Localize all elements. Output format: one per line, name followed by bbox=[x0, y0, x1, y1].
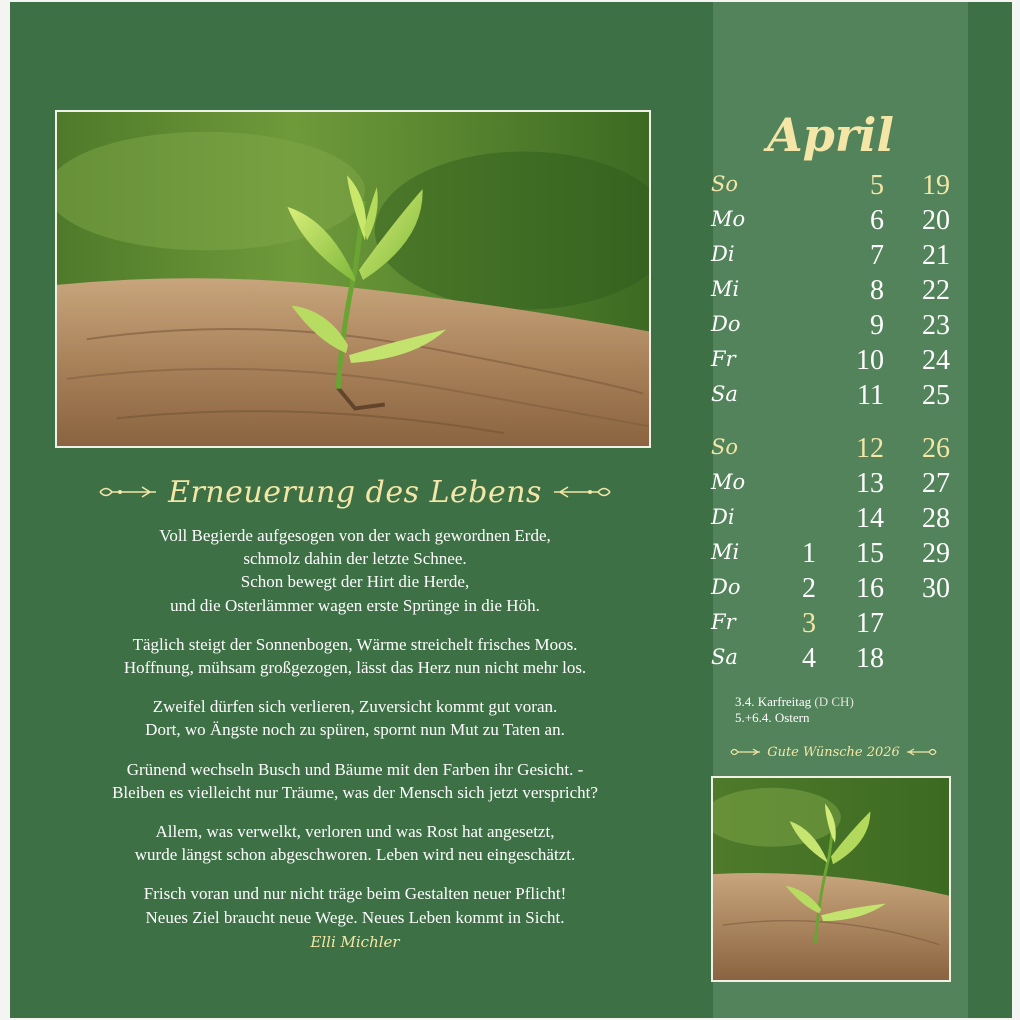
poem-title: Erneuerung des Lebens bbox=[168, 474, 542, 510]
weekday-label: Mo bbox=[711, 470, 746, 494]
weekday-label: Mi bbox=[711, 540, 740, 564]
holiday-date: 5.+6.4. bbox=[735, 710, 772, 725]
poem-author: Elli Michler bbox=[310, 932, 400, 951]
poem-line: Dort, wo Ängste noch zu spüren, spornt nun Mut zu Taten an. bbox=[145, 720, 565, 740]
date-number: 22 bbox=[922, 275, 950, 306]
calendar-week-row bbox=[711, 538, 956, 573]
poem-line: Allem, was verwelkt, verloren und was Rost hat angesetzt, bbox=[155, 822, 555, 842]
seedling-photo bbox=[55, 110, 651, 448]
weekday-label: So bbox=[711, 435, 739, 459]
poem-line: Neues Ziel braucht neue Wege. Neues Leben kommt in Sicht. bbox=[145, 907, 565, 927]
weekday-label: Mo bbox=[711, 207, 746, 231]
date-number: 25 bbox=[922, 380, 950, 411]
calendar-week-row bbox=[711, 433, 956, 468]
calendar-week-row bbox=[711, 380, 956, 415]
weekday-label: Sa bbox=[711, 645, 738, 669]
date-number: 21 bbox=[922, 240, 950, 271]
date-number: 14 bbox=[856, 503, 884, 534]
poem-line: Frisch voran und nur nicht träge beim Gestalten neuer Pflicht! bbox=[143, 884, 567, 904]
date-number: 10 bbox=[856, 345, 884, 376]
poem-stanza bbox=[40, 820, 670, 866]
date-number: 15 bbox=[856, 538, 884, 569]
date-number: 9 bbox=[870, 310, 884, 341]
flourish-left-icon bbox=[98, 483, 158, 501]
poem-line: Bleiben es vielleicht nur Träume, was der Mensch sich jetzt verspricht? bbox=[112, 782, 598, 802]
date-number: 27 bbox=[922, 468, 950, 499]
poem-line: Zweifel dürfen sich verlieren, Zuversicht kommt gut voran. bbox=[152, 697, 558, 717]
weekday-label: Di bbox=[711, 242, 735, 266]
date-number: 13 bbox=[856, 468, 884, 499]
seedling-thumbnail-photo bbox=[711, 776, 951, 982]
holiday-region: (D CH) bbox=[814, 694, 854, 709]
poem-stanza bbox=[40, 695, 670, 741]
weekday-label: Fr bbox=[711, 610, 736, 634]
poem-line: Voll Begierde aufgesogen von der wach gewordnen Erde, bbox=[159, 526, 551, 545]
flourish-left-icon bbox=[729, 746, 761, 758]
weekday-label: Mi bbox=[711, 277, 740, 301]
date-number: 20 bbox=[922, 205, 950, 236]
seedling-on-tree-stump-photo bbox=[713, 778, 949, 980]
date-number: 30 bbox=[922, 573, 950, 604]
date-number: 26 bbox=[922, 433, 950, 464]
date-number: 7 bbox=[870, 240, 884, 271]
date-number: 28 bbox=[922, 503, 950, 534]
date-number: 6 bbox=[870, 205, 884, 236]
date-number: 19 bbox=[922, 170, 950, 201]
poem-line: und die Osterlämmer wagen erste Sprünge in die Höh. bbox=[170, 595, 540, 615]
calendar-week-row bbox=[711, 275, 956, 310]
calendar-week-row bbox=[711, 310, 956, 345]
poem-title-row bbox=[60, 470, 650, 514]
wishes-text: Gute Wünsche 2026 bbox=[767, 744, 900, 760]
calendar-week-row bbox=[711, 205, 956, 240]
weekday-label: Fr bbox=[711, 347, 736, 371]
date-number: 4 bbox=[802, 643, 816, 674]
date-number: 23 bbox=[922, 310, 950, 341]
date-number: 5 bbox=[870, 170, 884, 201]
holiday-item bbox=[735, 710, 955, 726]
calendar-week-row bbox=[711, 608, 956, 643]
calendar-week-row bbox=[711, 240, 956, 275]
date-number: 18 bbox=[856, 643, 884, 674]
flourish-right-icon bbox=[906, 746, 938, 758]
poem-line: Täglich steigt der Sonnenbogen, Wärme streichelt frisches Moos. bbox=[132, 634, 578, 654]
poem-stanza bbox=[40, 524, 670, 617]
poem-line: Hoffnung, mühsam großgezogen, lässt das Herz nun nicht mehr los. bbox=[123, 658, 587, 678]
flourish-right-icon bbox=[552, 483, 612, 501]
date-number: 1 bbox=[802, 538, 816, 569]
poem-stanza bbox=[40, 882, 670, 928]
date-number: 16 bbox=[856, 573, 884, 604]
poem-stanza bbox=[40, 633, 670, 679]
date-number: 8 bbox=[870, 275, 884, 306]
date-number: 17 bbox=[856, 608, 884, 639]
poem-line: wurde längst schon abgeschworen. Leben wird neu eingeschätzt. bbox=[134, 845, 576, 865]
calendar-week-row bbox=[711, 573, 956, 608]
holiday-date: 3.4. bbox=[735, 694, 755, 709]
calendar-grid bbox=[711, 170, 956, 678]
poem-stanza bbox=[40, 758, 670, 804]
holiday-item bbox=[735, 694, 955, 710]
poem-line: Schon bewegt der Hirt die Herde, bbox=[240, 572, 470, 592]
holiday-name: Karfreitag bbox=[757, 694, 812, 709]
month-title: April bbox=[766, 108, 895, 162]
weekday-label: So bbox=[711, 172, 739, 196]
calendar-week-row bbox=[711, 345, 956, 380]
holiday-list bbox=[735, 694, 955, 726]
date-number: 24 bbox=[922, 345, 950, 376]
date-number: 11 bbox=[857, 380, 884, 411]
poem bbox=[40, 524, 670, 954]
weekday-label: Do bbox=[711, 575, 741, 599]
wishes-row bbox=[711, 740, 956, 764]
date-number: 2 bbox=[802, 573, 816, 604]
date-number: 29 bbox=[922, 538, 950, 569]
calendar-week-row bbox=[711, 170, 956, 205]
date-number: 3 bbox=[802, 608, 816, 639]
calendar-week-row bbox=[711, 468, 956, 503]
calendar-week-row bbox=[711, 643, 956, 678]
calendar-week-row bbox=[711, 503, 956, 538]
date-number: 12 bbox=[856, 433, 884, 464]
weekday-label: Sa bbox=[711, 382, 738, 406]
weekday-label: Do bbox=[711, 312, 741, 336]
weekday-label: Di bbox=[711, 505, 735, 529]
poem-line: schmolz dahin der letzte Schnee. bbox=[243, 549, 467, 569]
poem-line: Grünend wechseln Busch und Bäume mit den Farben ihr Gesicht. - bbox=[126, 759, 584, 779]
seedling-on-tree-stump-photo bbox=[57, 112, 649, 446]
holiday-name: Ostern bbox=[774, 710, 810, 725]
